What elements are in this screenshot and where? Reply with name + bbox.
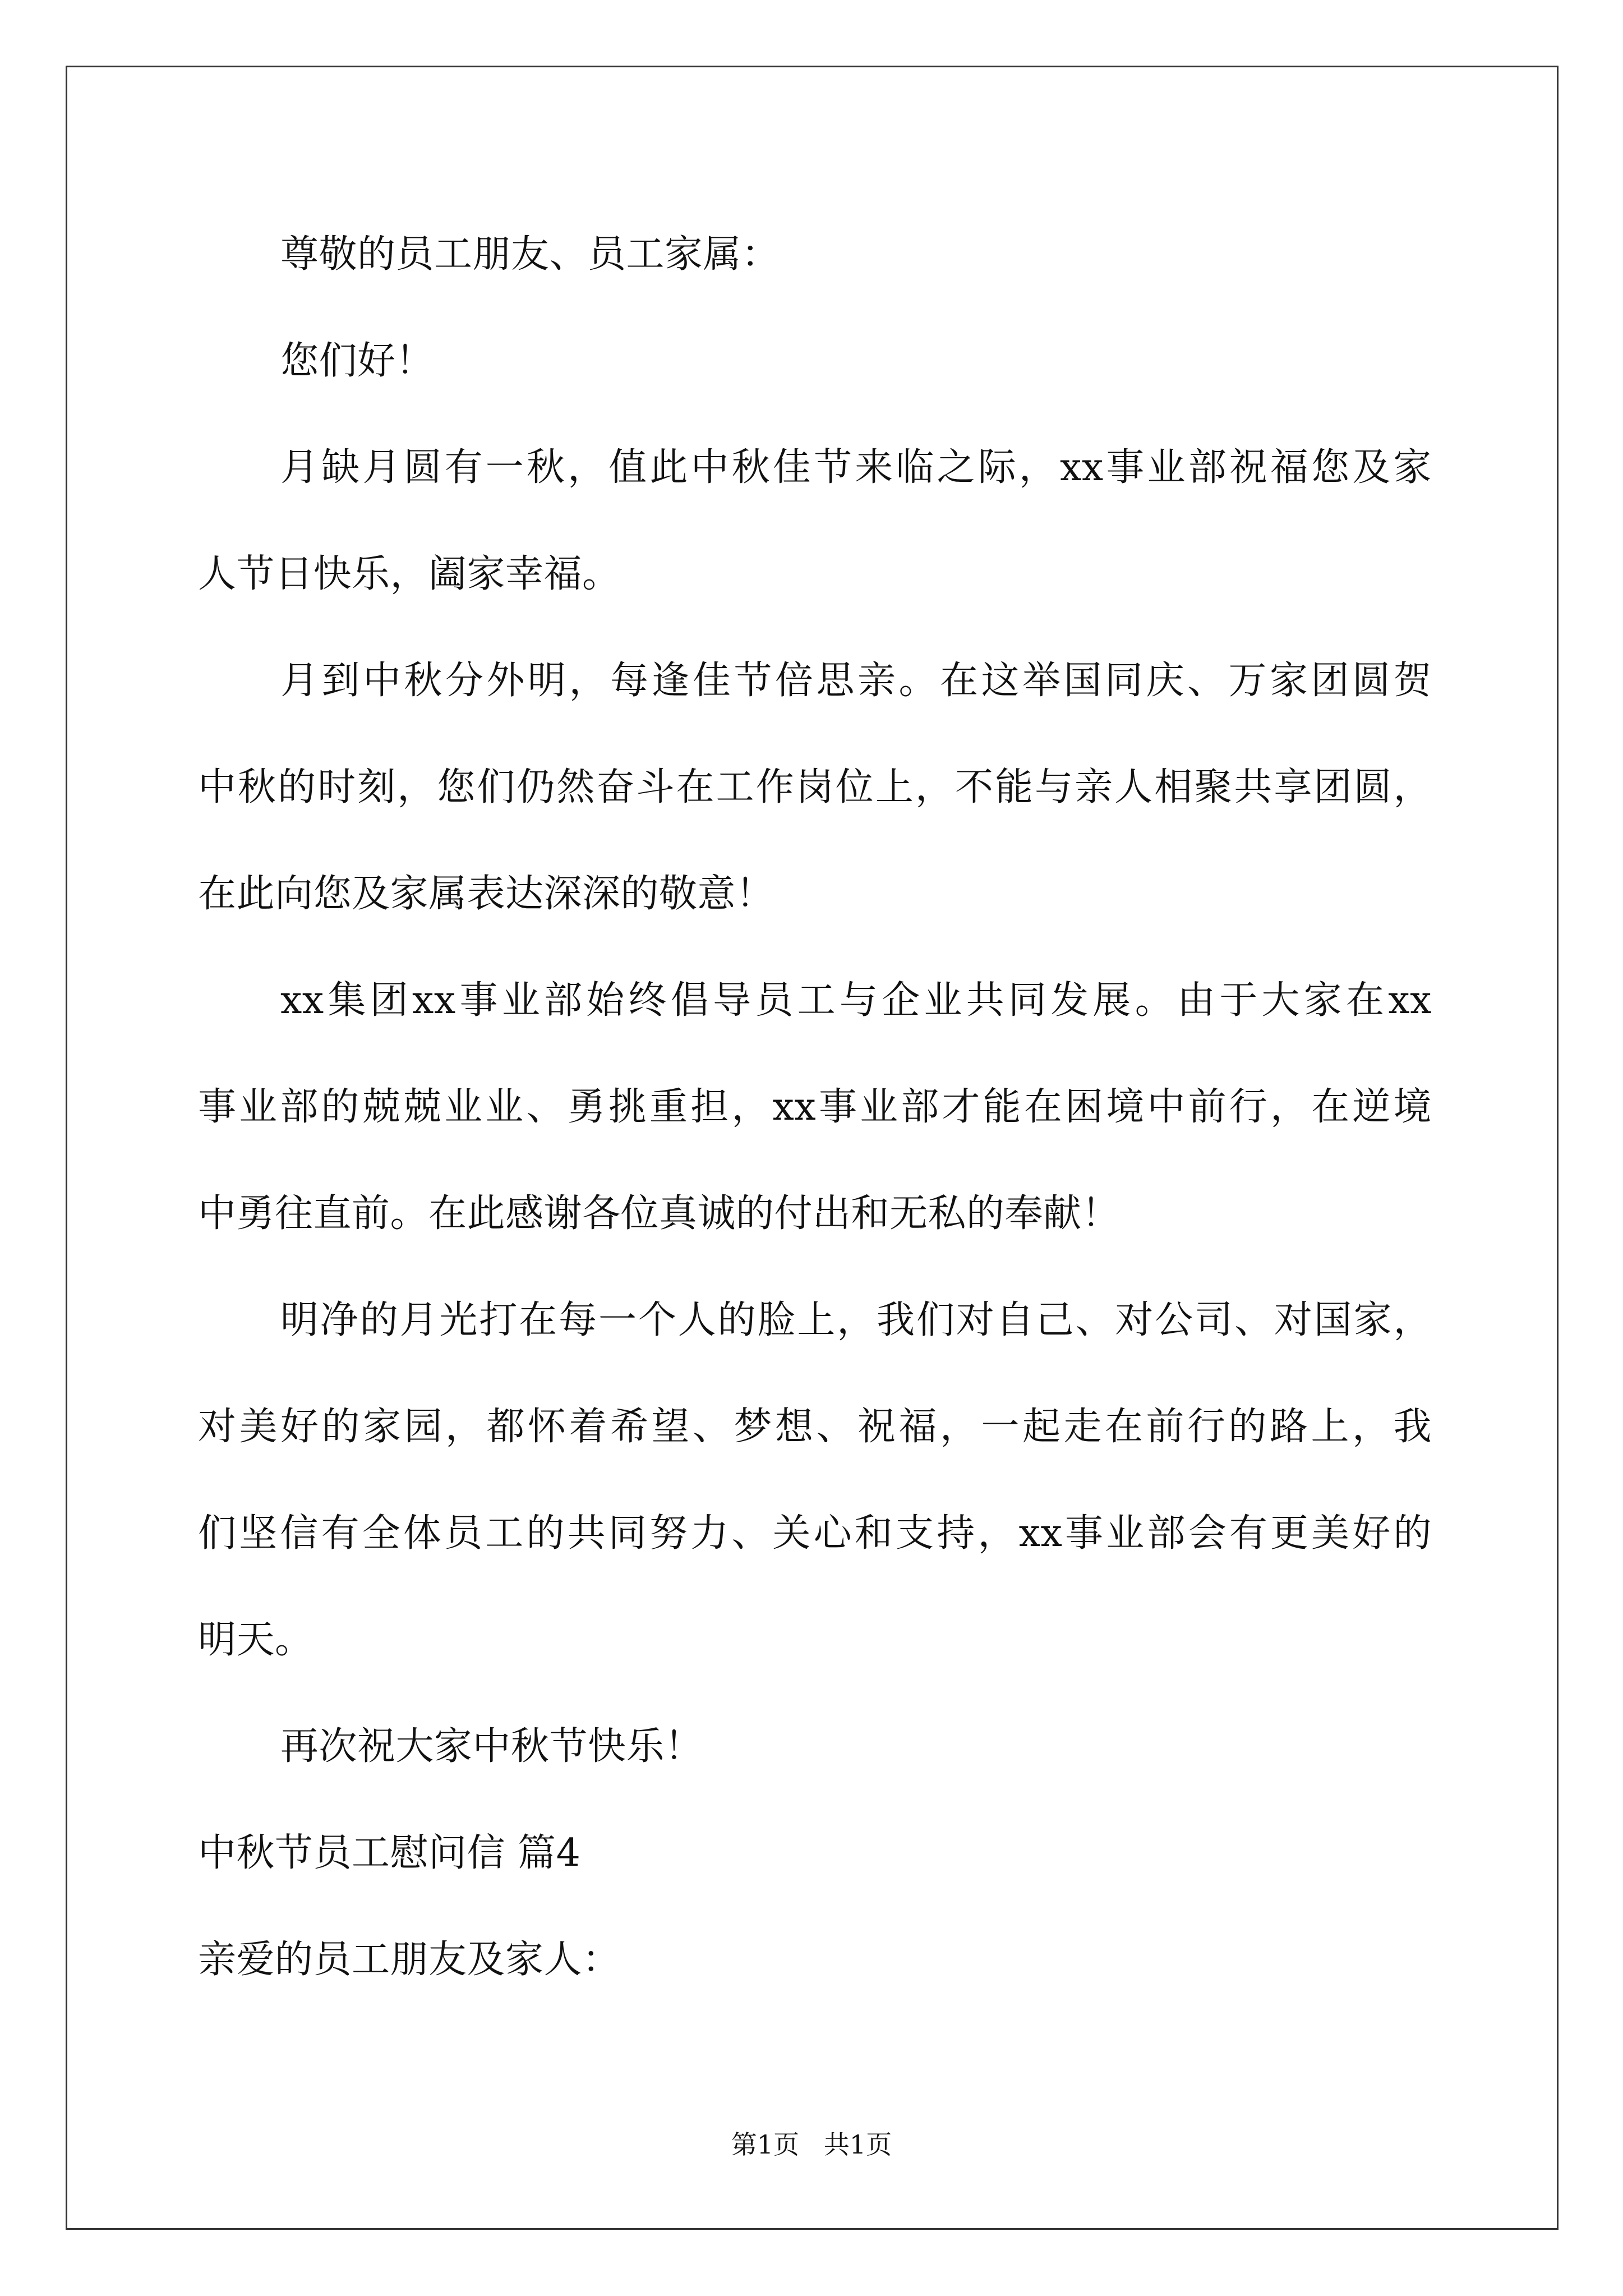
paragraph-3-line-3: 中勇往直前。在此感谢各位真诚的付出和无私的奉献！ xyxy=(198,1191,1121,1236)
page-frame xyxy=(66,66,1559,2230)
page-footer: 第1页 共1页 xyxy=(731,2129,892,2160)
next-salutation: 亲爱的员工朋友及家人： xyxy=(198,1938,621,1982)
paragraph-2-line-3: 在此向您及家属表达深深的敬意！ xyxy=(198,872,774,916)
paragraph-3-line-2: 事业部的兢兢业业、勇挑重担，xx事业部才能在困境中前行，在逆境 xyxy=(198,1085,1432,1129)
salutation: 尊敬的员工朋友、员工家属： xyxy=(280,232,780,277)
paragraph-4-line-3: 们坚信有全体员工的共同努力、关心和支持，xx事业部会有更美好的 xyxy=(198,1511,1432,1556)
paragraph-4-line-2: 对美好的家园，都怀着希望、梦想、祝福，一起走在前行的路上，我 xyxy=(198,1405,1432,1449)
paragraph-2-line-2: 中秋的时刻，您们仍然奋斗在工作岗位上，不能与亲人相聚共享团圆， xyxy=(198,765,1432,809)
paragraph-4-line-1: 明净的月光打在每一个人的脸上，我们对自己、对公司、对国家， xyxy=(280,1298,1432,1342)
paragraph-2-line-1: 月到中秋分外明，每逢佳节倍思亲。在这举国同庆、万家团圆贺 xyxy=(280,659,1432,703)
paragraph-1-line-1: 月缺月圆有一秋，值此中秋佳节来临之际，xx事业部祝福您及家 xyxy=(280,445,1432,490)
closing-wish: 再次祝大家中秋节快乐！ xyxy=(280,1724,703,1769)
paragraph-1-line-2: 人节日快乐，阖家幸福。 xyxy=(198,552,621,596)
paragraph-4-line-4: 明天。 xyxy=(198,1618,313,1662)
greeting: 您们好！ xyxy=(280,339,435,383)
section-heading: 中秋节员工慰问信 篇4 xyxy=(198,1831,581,1875)
paragraph-3-line-1: xx集团xx事业部始终倡导员工与企业共同发展。由于大家在xx xyxy=(280,978,1432,1023)
